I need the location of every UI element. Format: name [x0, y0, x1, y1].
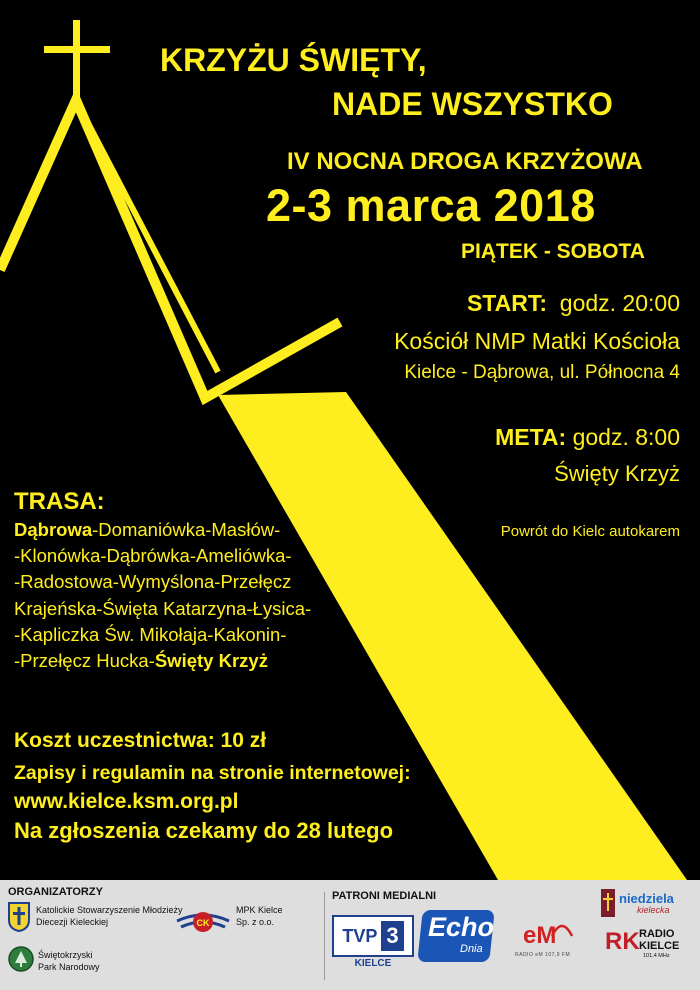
org-mpk [236, 904, 283, 928]
registration-deadline: Na zgłoszenia czekamy do 28 lutego [14, 818, 394, 843]
footer-divider [324, 892, 325, 980]
org-ksm-line2: Diecezji Kieleckiej [36, 917, 109, 927]
ksm-logo-icon [8, 902, 30, 932]
route-start: Dąbrowa [14, 519, 93, 540]
meta-label: META: [495, 424, 567, 450]
radio-kielce-mark: RK [605, 928, 640, 955]
start-place: Kościół NMP Matki Kościoła [394, 328, 680, 354]
start-label: START: [466, 290, 547, 316]
return-note: Powrót do Kielc autokarem [500, 523, 680, 540]
route-list [14, 517, 311, 674]
route-line-6-text: -Przełęcz Hucka- [14, 650, 155, 672]
event-name: IV NOCNA DROGA KRZYŻOWA [287, 148, 643, 175]
roof-outline [0, 100, 340, 398]
mpk-badge-text: CK [196, 918, 210, 928]
meta-time: godz. 8:00 [572, 424, 680, 450]
website-link[interactable]: www.kielce.ksm.org.pl [14, 790, 239, 813]
niedziela-sub: kielecka [637, 905, 670, 915]
org-ksm [36, 904, 183, 928]
route-title: TRASA: [14, 488, 105, 515]
route-line-2: -Klonówka-Dąbrówka-Ameliówka- [14, 545, 292, 567]
niedziela-icon [600, 888, 616, 918]
footer-sponsors [0, 880, 700, 990]
event-date: 2-3 marca 2018 [266, 180, 596, 231]
tvp3-logo [332, 915, 414, 957]
park-logo-icon [8, 946, 34, 972]
start-address: Kielce - Dąbrowa, ul. Północna 4 [404, 362, 680, 383]
org-mpk-line1: MPK Kielce [236, 905, 283, 915]
meta-info [495, 424, 680, 451]
org-ksm-line1: Katolickie Stowarzyszenie Młodzieży [36, 905, 183, 915]
route-line-4: Krajeńska-Święta Katarzyna-Łysica- [14, 597, 312, 619]
title-line-1: KRZYŻU ŚWIĘTY, [160, 42, 427, 78]
cross-horizontal [44, 46, 110, 53]
echo-title: Echo [428, 912, 495, 942]
route-line-3: -Radostowa-Wymyślona-Przełęcz [14, 571, 292, 593]
participation-cost: Koszt uczestnictwa: 10 zł [14, 729, 267, 752]
tvp-sub: KIELCE [354, 958, 392, 969]
org-park [38, 949, 100, 973]
title-line-2: NADE WSZYSTKO [332, 86, 613, 122]
route-end: Święty Krzyż [154, 650, 268, 672]
route-line-5: -Kapliczka Św. Mikołaja-Kakonin- [14, 623, 287, 645]
route-line-1-text: -Domaniówka-Masłów- [92, 519, 281, 540]
radio-kielce-line1: RADIO [639, 928, 675, 940]
niedziela-logo: niedziela [619, 891, 674, 906]
radio-kielce-line2: KIELCE [639, 940, 680, 952]
roof-inner-line [76, 100, 218, 372]
organizers-title: ORGANIZATORZY [8, 886, 103, 898]
em-radio-logo: eM [523, 922, 557, 949]
org-mpk-line2: Sp. z o.o. [236, 917, 275, 927]
org-park-line1: Świętokrzyski [38, 950, 93, 960]
start-time: godz. 20:00 [559, 290, 680, 316]
route-line-1 [14, 517, 311, 543]
route-line-6 [14, 648, 311, 674]
em-radio-sub: RADIO eM 107,9 FM [515, 952, 571, 958]
radio-kielce-freq: 101,4 MHz [643, 953, 670, 959]
org-park-line2: Park Narodowy [38, 962, 100, 972]
event-days: PIĄTEK - SOBOTA [461, 240, 645, 263]
tvp-text: TVP [342, 925, 378, 946]
meta-place: Święty Krzyż [554, 461, 680, 486]
patrons-title: PATRONI MEDIALNI [332, 890, 437, 902]
registration-info: Zapisy i regulamin na stronie internetowej: [14, 762, 411, 784]
echo-sub: Dnia [460, 943, 483, 955]
tvp-number: 3 [381, 921, 403, 951]
mpk-logo-icon [176, 906, 230, 940]
start-info [467, 290, 680, 317]
radio-kielce-logo [639, 928, 679, 952]
